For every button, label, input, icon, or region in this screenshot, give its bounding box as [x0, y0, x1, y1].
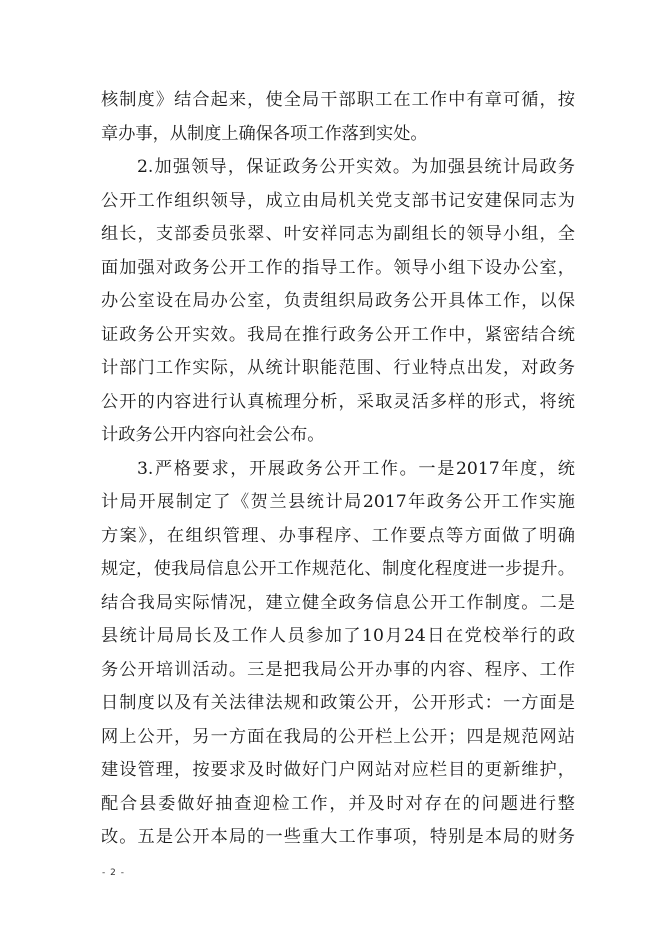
text-line: 组长，支部委员张翠、叶安祥同志为副组长的领导小组，全: [101, 224, 575, 244]
text-line: 核制度》结合起来，使全局干部职工在工作中有章可循，按: [101, 90, 575, 110]
text-line: 日制度以及有关法律法规和政策公开，公开形式：一方面是: [101, 693, 575, 713]
text-line: 证政务公开实效。我局在推行政务公开工作中，紧密结合统: [101, 324, 575, 345]
text-line: 公开的内容进行认真梳理分析，采取灵活多样的形式，将统: [101, 391, 575, 412]
text-line: 计政务公开内容向社会公布。: [101, 425, 325, 445]
page-number: - 2 -: [102, 868, 125, 878]
text-line: 县统计局局长及工作人员参加了10月24日在党校举行的政: [101, 626, 575, 646]
text-line: 务公开培训活动。三是把我局公开办事的内容、程序、工作: [101, 659, 575, 680]
text-line: 计部门工作实际，从统计职能范围、行业特点出发，对政务: [101, 358, 575, 378]
paragraph-start-line: 3.严格要求，开展政务公开工作。一是2017年度，统: [137, 458, 575, 479]
paragraph-start-line: 2.加强领导，保证政务公开实效。为加强县统计局政务: [137, 157, 575, 177]
text-line: 规定，使我局信息公开工作规范化、制度化程度进一步提升。: [101, 559, 575, 579]
text-line: 改。五是公开本局的一些重大工作事项，特别是本局的财务: [101, 827, 575, 847]
text-line: 网上公开，另一方面在我局的公开栏上公开；四是规范网站: [101, 726, 575, 747]
text-line: 配合县委做好抽查迎检工作，并及时对存在的问题进行整: [101, 793, 575, 814]
text-line: 结合我局实际情况，建立健全政务信息公开工作制度。二是: [101, 592, 575, 613]
text-line: 办公室设在局办公室，负责组织局政务公开具体工作，以保: [101, 291, 575, 311]
text-line: 方案》，在组织管理、办事程序、工作要点等方面做了明确: [101, 525, 575, 546]
text-line: 公开工作组织领导，成立由局机关党支部书记安建保同志为: [101, 190, 575, 211]
text-line: 建设管理，按要求及时做好门户网站对应栏目的更新维护，: [101, 760, 575, 780]
text-line: 面加强对政务公开工作的指导工作。领导小组下设办公室，: [101, 257, 575, 278]
text-line: 计局开展制定了《贺兰县统计局2017年政务公开工作实施: [101, 492, 575, 512]
text-line: 章办事，从制度上确保各项工作落到实处。: [101, 123, 428, 144]
document-body: [101, 84, 575, 855]
